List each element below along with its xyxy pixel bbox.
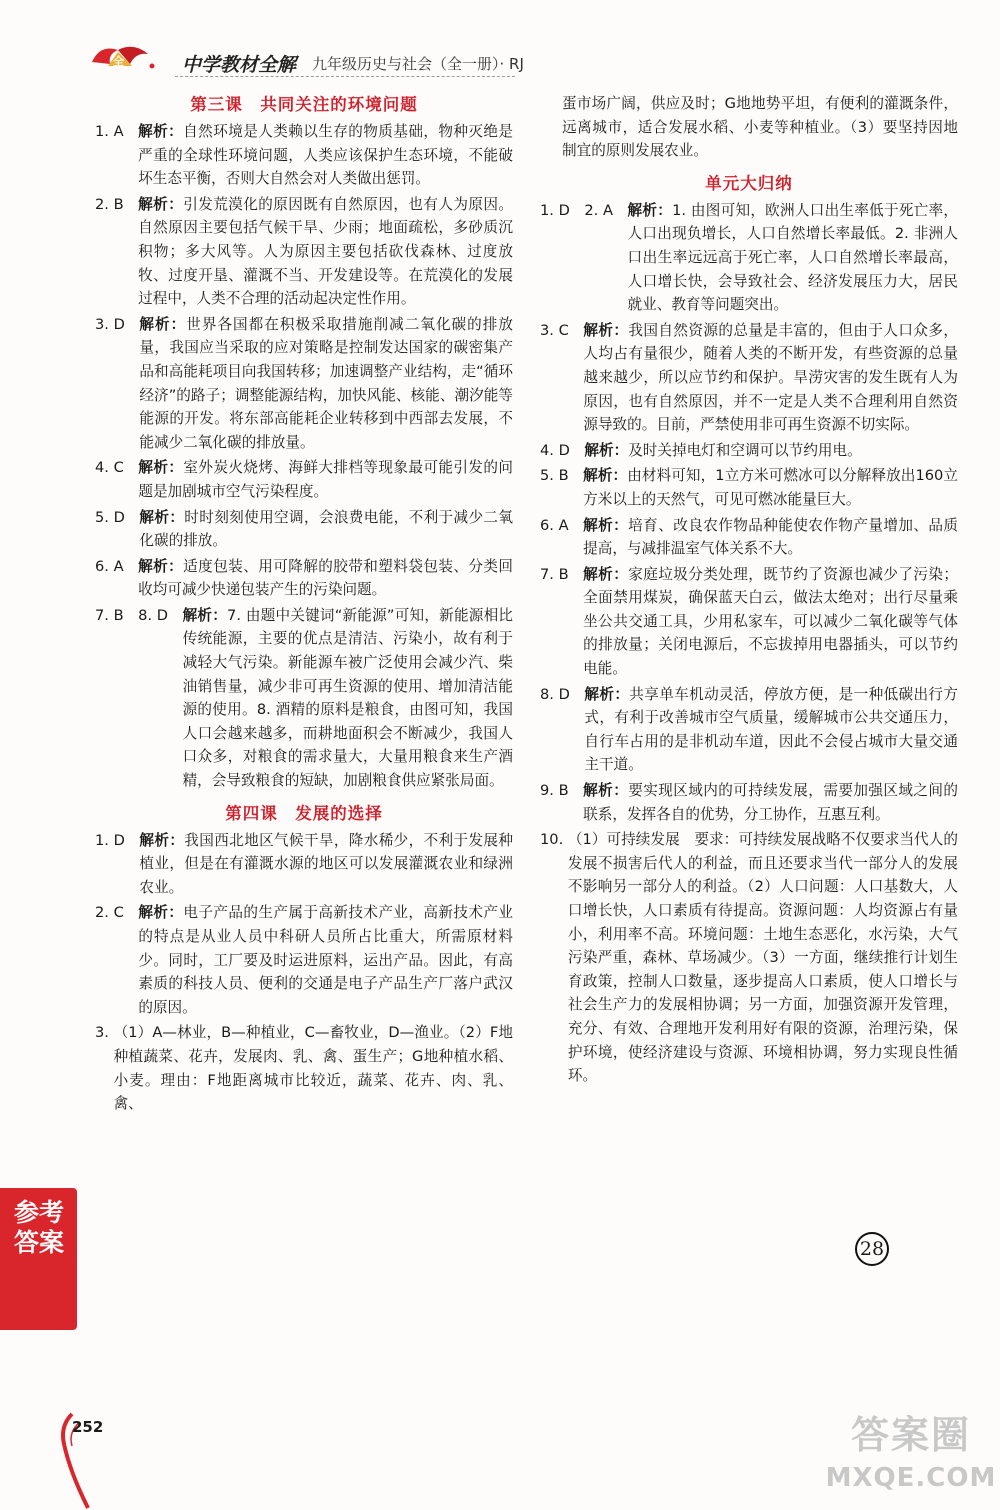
answer-item <box>540 514 958 561</box>
answer-text: （1）可持续发展 要求：可持续发展战略不仅要求当代人的发展不损害后代人的利益，而且还要求当代一部分人的发展不影响另一部分人的利益。（2）人口问题：人口基数大，人口增长快，人口素质有待提高。资源问题：人均资源占有量小，利用率不高。环境问题：土地生态恶化，水污染，大气污染严重，森林、草场减少。（3）一方面，继续推行计划生育政策，控制人口数量，逐步提高人口素质，使人口增长与社会生产力的发展相协调；另一方面，加强资源开发管理，充分、有效、合理地开发利用好有限的资源，治理污染，保护环境，使经济建设与资源、环境相协调，努力实现良性循环。 <box>567 831 958 1085</box>
answer-item <box>540 828 958 1088</box>
answer-item <box>540 683 958 777</box>
book-page-number: 252 <box>72 1418 104 1436</box>
answer-item <box>540 464 958 511</box>
answer-number: 1. D 2. A <box>540 201 628 219</box>
answer-number: 1. A <box>95 123 139 140</box>
answer-number: 10. <box>540 831 568 849</box>
answer-number: 4. C <box>95 459 139 477</box>
answer-text: 7. 由题中关键词“新能源”可知，新能源相比传统能源，主要的优点是清洁、污染小，故有利于减轻大气污染。新能源车被广泛使用会减少汽、柴油销售量，减少非可再生资源的使用、增加清洁能源的使用。8. 酒精的原料是粮食，由图可知，我国人口会越来越多，而耕地面积会不断减少，我国人口众多，对粮食的需求量大，大量用粮食来生产酒精，会导致粮食的短缺，加剧粮食供应紧张局面。 <box>182 606 513 790</box>
answer-number: 7. B 8. D <box>95 606 183 624</box>
analysis-label: 解析： <box>583 321 629 339</box>
answer-text: 及时关掉电灯和空调可以节约用电。 <box>628 441 862 459</box>
answer-number: 2. C <box>95 904 139 922</box>
answer-item <box>95 829 513 900</box>
answer-text: 要实现区域内的可持续发展，需要加强区域之间的联系，发挥各自的优势，分工协作，互惠互利。 <box>583 782 958 823</box>
answer-item <box>540 199 958 317</box>
answer-number: 2. B <box>95 195 139 213</box>
answer-item <box>95 604 513 793</box>
answer-item <box>540 439 958 463</box>
answer-text: 家庭垃圾分类处理，既节约了资源也减少了污染；全面禁用煤炭，确保蓝天白云，做法太绝对；出行尽量乘坐公共交通工具，少用私家车，可以减少二氧化碳等气体的排放量；关闭电源后，不忘拔掉用电器插头，可以节约电能。 <box>583 565 958 678</box>
answer-text: 引发荒漠化的原因既有自然原因，也有人为原因。自然原因主要包括气候干旱、少雨；地面疏松，多砂质沉积物；多大风等。人为原因主要包括砍伐森林、过度放牧、过度开垦、灌溉不当、开发建设等。在荒漠化的发展过程中，人类不合理的活动起决定性作用。 <box>138 195 513 308</box>
answer-number: 8. D <box>540 685 585 703</box>
answer-text: 适度包装、用可降解的胶带和塑料袋包装、分类回收均可减少快递包装产生的污染问题。 <box>138 557 513 599</box>
analysis-label: 解析： <box>182 606 228 624</box>
answer-item <box>95 193 513 311</box>
analysis-label: 解析： <box>583 516 629 534</box>
section-title-unit-summary: 单元大归纳 <box>705 173 793 193</box>
header-divider <box>175 76 515 77</box>
svg-text:全: 全 <box>113 55 124 68</box>
answer-text: 共享单车机动灵活，停放方便，是一种低碳出行方式，有利于改善城市空气质量，缓解城市公共交通压力，自行车占用的是非机动车道，因此不会侵占城市大量交通主干道。 <box>584 685 958 774</box>
answer-text: 世界各国都在积极采取措施削减二氧化碳的排放量，我国应当采取的应对策略是控制发达国家的碳密集产品和高能耗项目向我国转移；加速调整产业结构，走“循环经济”的路子；调整能源结构，加快风能、核能、潮汐能等能源的开发。将东部高能耗企业转移到中西部去发展，不能减少二氧化碳的排放量。 <box>139 315 513 451</box>
answer-number: 5. B <box>540 467 584 485</box>
page-header <box>0 0 1000 90</box>
answer-continuation <box>540 92 958 163</box>
side-tab-answers <box>0 1188 77 1330</box>
book-subtitle: 九年级历史与社会（全一册）· RJ <box>312 55 524 73</box>
analysis-label: 解析： <box>138 459 184 477</box>
section-title-lesson4: 第四课 发展的选择 <box>225 803 383 823</box>
section-title-lesson3: 第三课 共同关注的环境问题 <box>190 95 418 114</box>
answer-number: 3. D <box>95 315 140 333</box>
analysis-label: 解析： <box>139 315 187 333</box>
answer-item <box>95 313 513 455</box>
site-watermark <box>822 1412 1000 1510</box>
analysis-label: 解析： <box>584 685 630 703</box>
side-tab-label: 参考答案 <box>13 1198 64 1257</box>
answer-text: 自然环境是人类赖以生存的物质基础，物种灭绝是严重的全球性环境问题，人类应该保护生态环境，不能破坏生态平衡，否则大自然会对人类做出惩罚。 <box>138 123 513 188</box>
answer-number: 7. B <box>540 565 584 583</box>
answer-text: 时时刻刻使用空调，会浪费电能，不利于减少二氧化碳的排放。 <box>139 508 513 550</box>
analysis-label: 解析： <box>583 467 628 485</box>
answer-text: 室外炭火烧烤、海鲜大排档等现象最可能引发的问题是加剧城市空气污染程度。 <box>138 459 513 500</box>
analysis-label: 解析： <box>138 904 184 922</box>
answer-number: 5. D <box>95 508 140 526</box>
book-title: 中学教材全解 <box>182 54 297 76</box>
answer-number: 1. D <box>95 831 140 849</box>
analysis-label: 解析： <box>583 565 629 583</box>
answer-item <box>95 555 513 602</box>
answer-number: 3. C <box>540 321 584 339</box>
analysis-label: 解析： <box>138 123 184 140</box>
analysis-label: 解析： <box>138 195 184 213</box>
answer-item <box>95 901 513 1019</box>
answer-item <box>540 563 958 681</box>
analysis-label: 解析： <box>139 831 185 849</box>
answer-item <box>540 779 958 826</box>
answer-item <box>95 1021 513 1115</box>
answer-text: 蛋市场广阔，供应及时；G地地势平坦，有便利的灌溉条件，远离城市，适合发展水稻、小麦等种植业。（3）要坚持因地制宜的原则发展农业。 <box>562 95 958 160</box>
answer-text: 我国自然资源的总量是丰富的，但由于人口众多，人均占有量很少，随着人类的不断开发，有些资源的总量越来越少，所以应节约和保护。旱涝灾害的发生既有人为原因，也有自然原因，并不一定是人类不合理利用自然资源导致的。目前，严禁使用非可再生资源不切实际。 <box>583 321 958 434</box>
watermark-url: MXQE.COM <box>825 1463 997 1493</box>
analysis-label: 解析： <box>138 557 184 575</box>
answer-item <box>95 506 513 553</box>
answer-number: 3. <box>95 1024 114 1042</box>
analysis-label: 解析： <box>627 201 673 219</box>
answer-text: 我国西北地区气候干旱，降水稀少，不利于发展种植业，但是在有灌溉水源的地区可以发展灌溉农业和绿洲农业。 <box>139 831 513 896</box>
page-number-circled: 28 <box>855 1232 889 1266</box>
analysis-label: 解析： <box>583 782 629 800</box>
answer-text: 培育、改良农作物品种能使农作物产量增加、品质提高，与减排温室气体关系不大。 <box>583 516 958 558</box>
answer-text: 电子产品的生产属于高新技术产业，高新技术产业的特点是从业人员中科研人员所占比重大，所需原材料少。同时，工厂要及时运进原料，运出产品。因此，有高素质的科技人员、便利的交通是电子产品生产厂落户武汉的原因。 <box>138 904 513 1016</box>
answer-item <box>95 120 513 191</box>
answer-text: （1）A—林业，B—种植业，C—畜牧业，D—渔业。（2）F地种植蔬菜、花卉，发展肉、乳、禽、蛋生产；G地种植水稻、小麦。理由：F地距离城市比较近，蔬菜、花卉、肉、乳、禽、 <box>113 1024 513 1113</box>
answer-item <box>95 456 513 503</box>
answer-number: 9. B <box>540 782 584 800</box>
answer-number: 6. A <box>95 557 139 575</box>
right-column <box>540 92 958 1092</box>
answer-number: 6. A <box>540 516 584 534</box>
answer-number: 4. D <box>540 441 585 459</box>
analysis-label: 解析： <box>139 508 185 526</box>
watermark-title: 答案圈 <box>850 1413 971 1457</box>
answer-text: 由材料可知，1立方米可燃冰可以分解释放出160立方米以上的天然气，可见可燃冰能量巨大。 <box>583 467 958 508</box>
book-logo-icon <box>88 40 158 74</box>
answer-item <box>540 319 958 437</box>
left-column <box>95 92 513 1118</box>
answer-text: 1. 由图可知，欧洲人口出生率低于死亡率，人口出现负增长，人口自然增长率最低。2. 非洲人口出生率远远高于死亡率，人口自然增长率最高，人口增长快，会导致社会、经济发展压力大，居民就业、教育等问题突出。 <box>627 201 958 314</box>
analysis-label: 解析： <box>584 441 629 459</box>
